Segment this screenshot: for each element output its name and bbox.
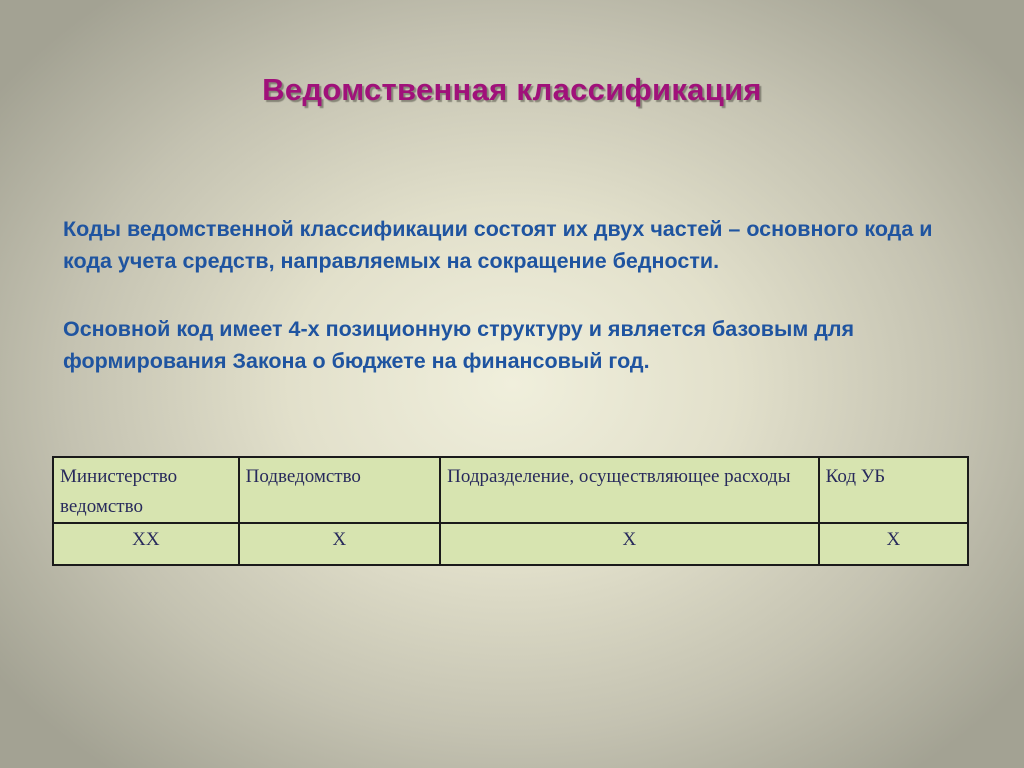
header-division: Подразделение, осуществляющее расходы (440, 457, 819, 523)
classification-table (52, 456, 969, 566)
table-codes-row (53, 523, 968, 565)
header-ministry: Министерство ведомство (53, 457, 239, 523)
code-subordinate: Х (239, 523, 441, 565)
header-code-ub: Код УБ (819, 457, 968, 523)
code-division: Х (440, 523, 819, 565)
code-ministry: ХХ (53, 523, 239, 565)
table-header-row (53, 457, 968, 523)
paragraph-main-code: Основной код имеет 4-х позиционную структуру и является базовым для формирования Закона о бюджете на финансовый год. (63, 317, 855, 373)
slide-title: Ведомственная классификация (262, 72, 762, 107)
paragraph-codes-structure: Коды ведомственной классификации состоят их двух частей – основного кода и кода учета средств, направляемых на сокращение бедности. (63, 217, 933, 273)
header-subordinate: Подведомство (239, 457, 441, 523)
code-ub: Х (819, 523, 968, 565)
